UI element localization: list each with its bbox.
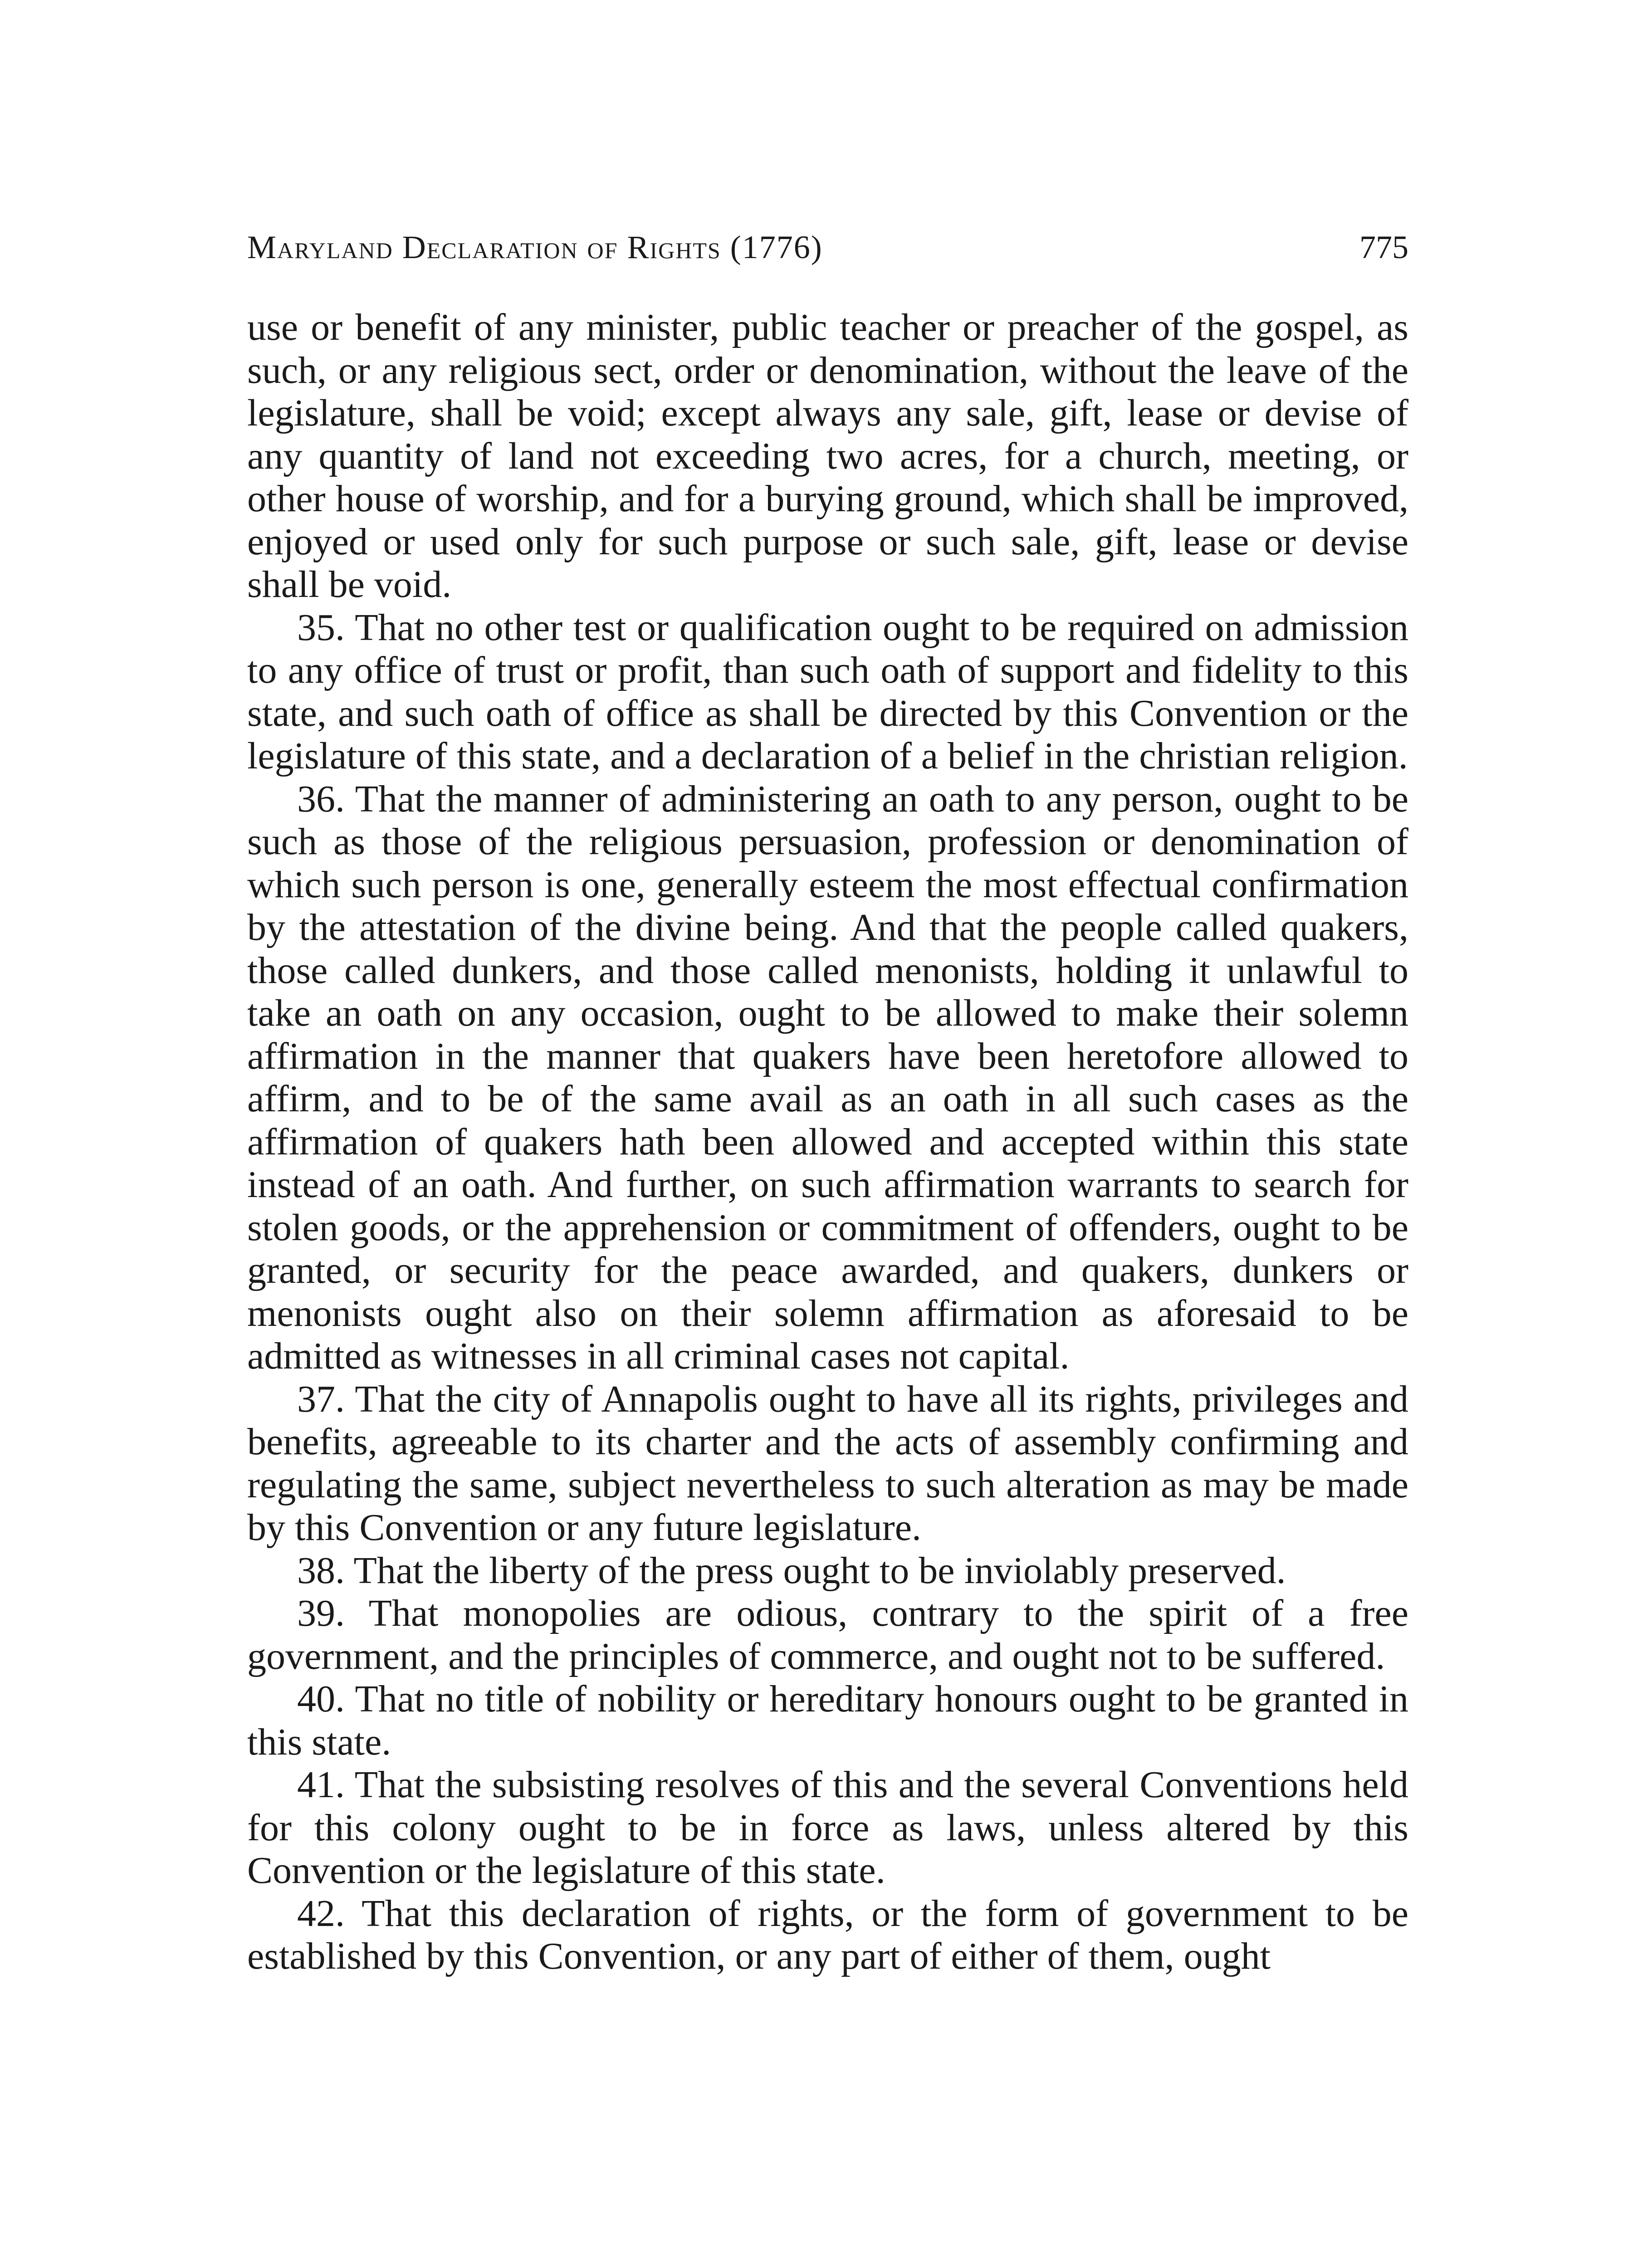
running-title: Maryland Declaration of Rights (1776) [247, 229, 823, 265]
article-41 [247, 1764, 1408, 1892]
page-number: 775 [1359, 229, 1408, 265]
article-number: 38. [297, 1549, 345, 1592]
article-number: 41. [297, 1764, 345, 1806]
article-text: That the liberty of the press ought to be inviolably preserved. [353, 1549, 1286, 1592]
article-text: That this declaration of rights, or the form of government to be established by this Convention, or any part of either of them, ought [247, 1892, 1409, 1977]
article-number: 37. [297, 1378, 345, 1420]
article-37 [247, 1378, 1408, 1549]
article-number: 40. [297, 1678, 345, 1720]
article-number: 39. [297, 1592, 345, 1634]
article-39 [247, 1592, 1408, 1678]
article-number: 42. [297, 1892, 345, 1935]
article-38 [247, 1549, 1408, 1593]
article-36 [247, 778, 1408, 1378]
article-35 [247, 606, 1408, 778]
article-text: That the subsisting resolves of this and the several Conventions held for this colony ought to be in force as laws, unless altered by this Convention or the legislature of this state. [247, 1764, 1409, 1892]
article-text: That the manner of administering an oath to any person, ought to be such as those of the religious persuasion, profession or denomination of which such person is one, generally esteem the most effectual confirmation by the attestation of the divine being. And that the people called quakers, those called dunkers, and those called menonists, holding it unlawful to take an oath on any occasion, ought to be allowed to make their solemn affirmation in the manner that quakers have been heretofore allowed to affirm, and to be of the same avail as an oath in all such cases as the affirmation of quakers hath been allowed and accepted within this state instead of an oath. And further, on such affirmation warrants to search for stolen goods, or the apprehension or commitment of offenders, ought to be granted, or security for the peace awarded, and quakers, dunkers or menonists ought also on their solemn affirmation as aforesaid to be admitted as witnesses in all criminal cases not capital. [247, 777, 1409, 1377]
article-number: 36. [297, 777, 345, 820]
article-text: That no other test or qualification ought to be required on admission to any office of trust or profit, than such oath of support and fidelity to this state, and such oath of office as shall be directed by this Convention or the legislature of this state, and a declaration of a belief in the christian religion. [247, 606, 1408, 777]
running-head [247, 220, 1408, 274]
article-text: That no title of nobility or hereditary honours ought to be granted in this state. [247, 1678, 1409, 1763]
article-42 [247, 1892, 1408, 1978]
article-40 [247, 1678, 1408, 1764]
article-text: That monopolies are odious, contrary to the spirit of a free government, and the principles of commerce, and ought not to be suffered. [247, 1592, 1408, 1677]
article-text: That the city of Annapolis ought to have all its rights, privileges and benefits, agreeable to its charter and the acts of assembly confirming and regulating the same, subject nevertheless to such alteration as may be made by this Convention or any future legislature. [247, 1378, 1408, 1549]
body-text [247, 306, 1408, 1978]
article-number: 35. [297, 606, 345, 649]
continuation-paragraph: use or benefit of any minister, public teacher or preacher of the gospel, as such, or any religious sect, order or denomination, without the leave of the legislature, shall be void; except always any sale, gift, lease or devise of any quantity of land not exceeding two acres, for a church, meeting, or other house of worship, and for a burying ground, which shall be improved, enjoyed or used only for such purpose or such sale, gift, lease or devise shall be void. [247, 306, 1408, 606]
